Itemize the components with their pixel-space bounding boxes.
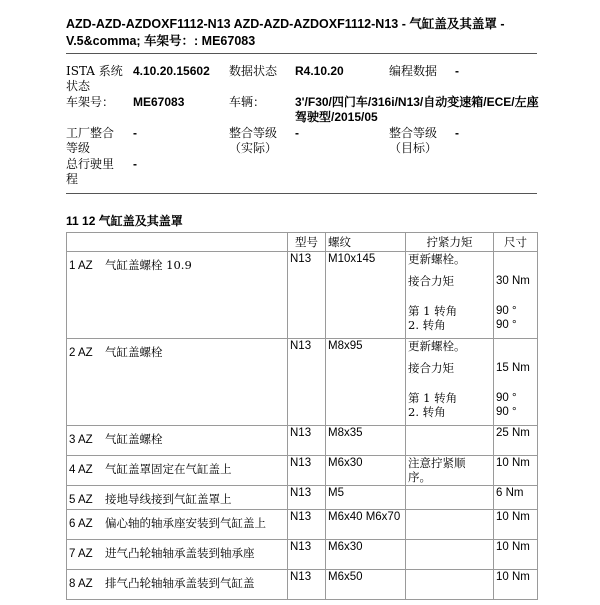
vin-label: 车架号：	[66, 95, 115, 109]
row-description	[67, 252, 288, 339]
torque-step-value: 90 °	[496, 305, 517, 317]
document-title-line-2: V.5&comma; 车架号：: ME67083	[66, 34, 256, 48]
torque-table	[66, 232, 538, 600]
ista-value: 4.10.20.15602	[133, 64, 210, 78]
row-description	[67, 426, 288, 456]
row-thread: M10x145	[326, 252, 406, 339]
torque-step-label: 2. 转角	[408, 318, 446, 332]
row-thread: M8x95	[326, 339, 406, 426]
table-row	[67, 426, 538, 456]
row-desc-text: 接地导线接到气缸盖罩上	[105, 492, 232, 506]
torque-step-value	[496, 339, 535, 361]
torque-step-value: 30 Nm	[496, 275, 530, 287]
torque-step-value: 10 Nm	[496, 541, 530, 553]
row-desc-text: 气缸盖螺栓	[105, 345, 163, 359]
data-state-value: R4.10.20	[295, 64, 344, 78]
document-title-line-1: AZD-AZD-AZDOXF1112-N13 AZD-AZD-AZDOXF1112-N13 - 气缸盖及其盖罩 -	[66, 17, 505, 31]
table-row	[67, 510, 538, 540]
row-desc-text: 气缸盖螺栓 10.9	[105, 258, 192, 272]
row-number: 2 AZ	[69, 347, 93, 359]
actual-label: 整合等级（实际）	[229, 126, 278, 155]
row-description	[67, 540, 288, 570]
row-description	[67, 570, 288, 600]
row-size	[494, 252, 538, 339]
row-thread: M6x50	[326, 570, 406, 600]
mileage-value: -	[133, 157, 137, 171]
row-torque	[406, 570, 494, 600]
row-model: N13	[288, 540, 326, 570]
row-size	[494, 426, 538, 456]
torque-step-value: 15 Nm	[496, 362, 530, 374]
header-desc	[67, 233, 288, 252]
table-row	[67, 252, 538, 339]
table-row	[67, 540, 538, 570]
table-header-row	[67, 233, 538, 252]
table-row	[67, 339, 538, 426]
row-thread: M8x35	[326, 426, 406, 456]
row-torque	[406, 486, 494, 510]
torque-step-label: 2. 转角	[408, 405, 446, 419]
row-size	[494, 456, 538, 486]
torque-step-label: 第 1 转角	[408, 391, 458, 405]
table-row	[67, 570, 538, 600]
header-model: 型号	[288, 233, 326, 252]
vehicle-label: 车辆：	[229, 95, 266, 109]
row-description	[67, 510, 288, 540]
row-number: 6 AZ	[69, 518, 93, 530]
row-torque	[406, 339, 494, 426]
meta-divider	[66, 193, 537, 194]
row-thread: M5	[326, 486, 406, 510]
row-number: 1 AZ	[69, 260, 93, 272]
row-thread: M6x30	[326, 540, 406, 570]
row-model: N13	[288, 252, 326, 339]
row-size	[494, 339, 538, 426]
row-torque	[406, 456, 494, 486]
table-row	[67, 456, 538, 486]
row-size	[494, 540, 538, 570]
torque-step-value: 90 °	[496, 406, 517, 418]
torque-step-label: 更新螺栓。	[408, 252, 466, 266]
torque-step-value: 90 °	[496, 319, 517, 331]
factory-value: -	[133, 126, 137, 140]
torque-step-value: 90 °	[496, 392, 517, 404]
row-description	[67, 339, 288, 426]
row-thread: M6x40 M6x70	[326, 510, 406, 540]
row-desc-text: 排气凸轮轴轴承盖装到气缸盖	[105, 576, 255, 590]
row-size	[494, 510, 538, 540]
torque-step-value: 10 Nm	[496, 571, 530, 583]
row-desc-text: 进气凸轮轴轴承盖装到轴承座	[105, 546, 255, 560]
row-model: N13	[288, 510, 326, 540]
row-model: N13	[288, 339, 326, 426]
torque-step-value: 10 Nm	[496, 511, 530, 523]
torque-step-label: 接合力矩	[408, 274, 454, 288]
row-model: N13	[288, 456, 326, 486]
torque-step-label: 接合力矩	[408, 361, 454, 375]
torque-step-value: 6 Nm	[496, 487, 524, 499]
row-size	[494, 570, 538, 600]
row-torque	[406, 252, 494, 339]
row-torque	[406, 510, 494, 540]
data-state-label: 数据状态	[229, 64, 278, 78]
row-desc-text: 气缸盖螺栓	[105, 432, 163, 446]
document-title	[66, 16, 546, 50]
row-description	[67, 486, 288, 510]
vin-value: ME67083	[133, 95, 185, 109]
row-number: 3 AZ	[69, 434, 93, 446]
row-description	[67, 456, 288, 486]
factory-label: 工厂整合等级	[66, 126, 115, 155]
torque-step-label: 注意拧紧顺序。	[408, 456, 466, 484]
row-number: 4 AZ	[69, 464, 93, 476]
row-torque	[406, 540, 494, 570]
row-number: 5 AZ	[69, 494, 93, 506]
row-torque	[406, 426, 494, 456]
section-title: 11 12 气缸盖及其盖罩	[66, 214, 183, 228]
torque-step-value	[496, 252, 535, 274]
row-desc-text: 偏心轴的轴承座安装到气缸盖上	[105, 516, 266, 530]
row-size	[494, 486, 538, 510]
row-model: N13	[288, 570, 326, 600]
torque-step-value: 10 Nm	[496, 457, 530, 469]
row-desc-text: 气缸盖罩固定在气缸盖上	[105, 462, 232, 476]
row-model: N13	[288, 426, 326, 456]
actual-value: -	[295, 126, 299, 140]
torque-step-value: 25 Nm	[496, 427, 530, 439]
prog-value: -	[455, 64, 459, 78]
row-thread: M6x30	[326, 456, 406, 486]
row-model: N13	[288, 486, 326, 510]
header-thread: 螺纹	[326, 233, 406, 252]
header-torque: 拧紧力矩	[406, 233, 494, 252]
torque-step-label: 更新螺栓。	[408, 339, 466, 353]
torque-step-label: 第 1 转角	[408, 304, 458, 318]
target-label: 整合等级（目标）	[389, 126, 438, 155]
prog-label: 编程数据	[389, 64, 438, 78]
row-number: 8 AZ	[69, 578, 93, 590]
header-size: 尺寸	[494, 233, 538, 252]
ista-label: ISTA 系统状态	[66, 64, 123, 93]
table-row	[67, 486, 538, 510]
vehicle-value: 3'/F30/四门车/316i/N13/自动变速箱/ECE/左座驾驶型/2015/05	[295, 95, 539, 124]
title-divider	[66, 53, 537, 54]
target-value: -	[455, 126, 459, 140]
row-number: 7 AZ	[69, 548, 93, 560]
mileage-label: 总行驶里程	[66, 157, 115, 186]
